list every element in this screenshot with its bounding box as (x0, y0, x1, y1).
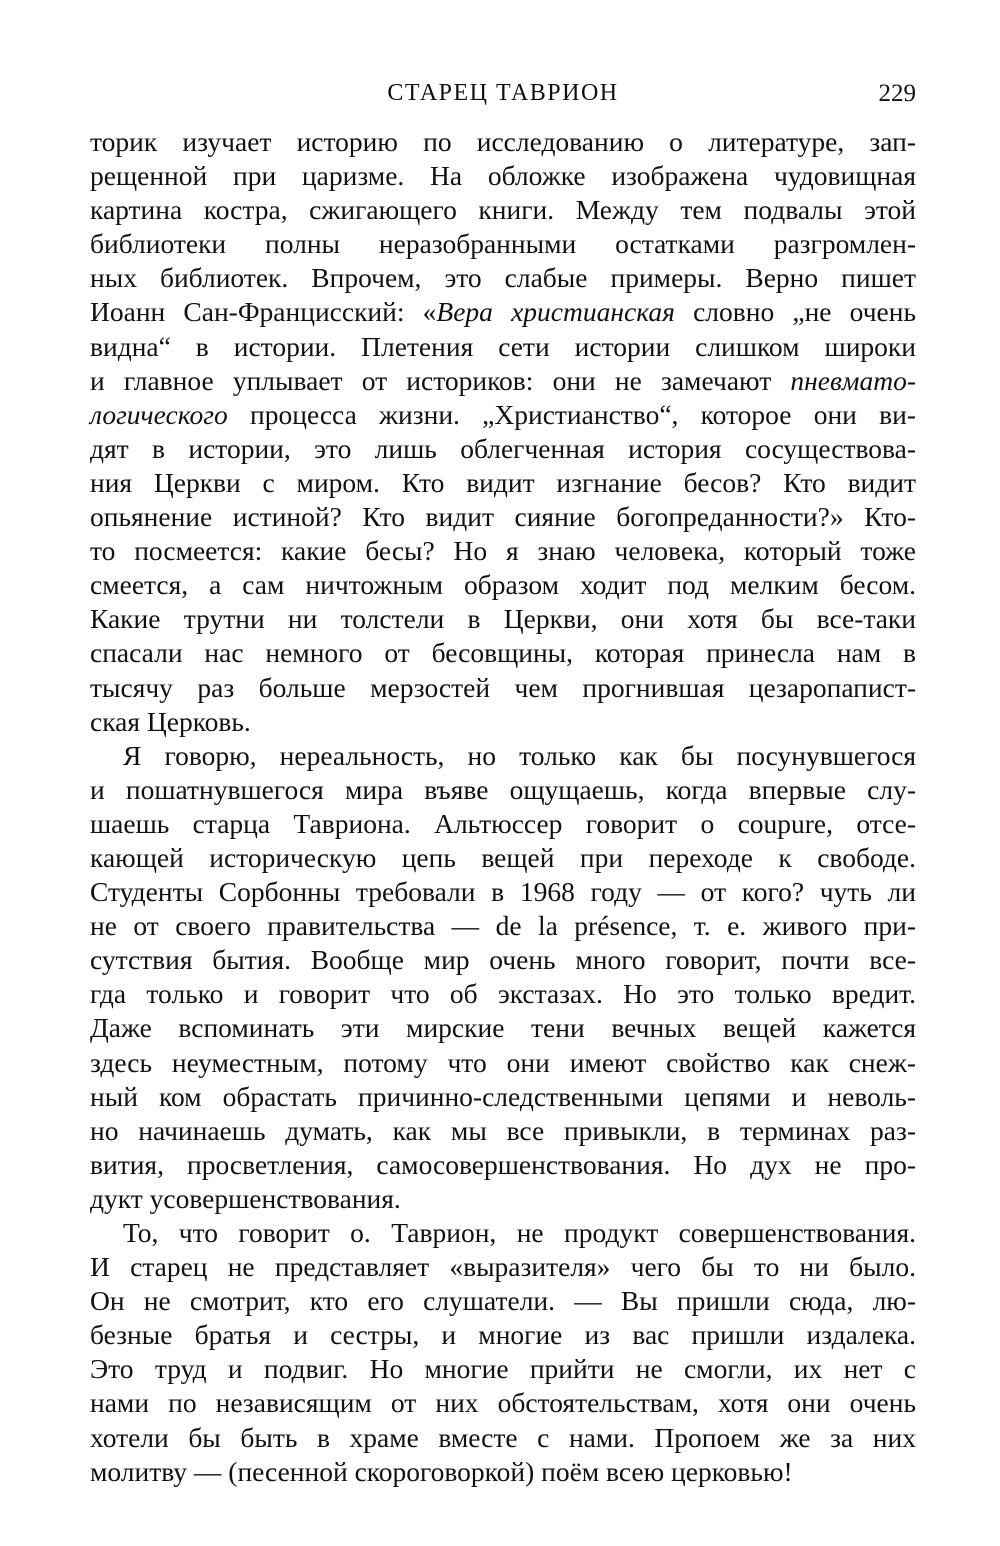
text-line: не от своего правительства — de la présence, т. е. живого при- (90, 910, 916, 942)
italic-phrase: логического (90, 398, 228, 430)
text-line: кающей историческую цепь вещей при переходе к свободе. (90, 841, 916, 873)
paragraph (90, 125, 916, 739)
text-line: смеется, а сам ничтожным образом ходит под мелким бесом. (90, 569, 916, 601)
page-number: 229 (878, 80, 916, 107)
italic-phrase: пневмато- (790, 364, 916, 396)
body-text (90, 125, 916, 1489)
text-line: здесь неуместным, потому что они имеют свойство как снеж- (90, 1046, 916, 1078)
text-line: ный ком обрастать причинно-следственными цепями и неволь- (90, 1080, 916, 1112)
text-line: Это труд и подвиг. Но многие прийти не смогли, их нет с (90, 1353, 916, 1385)
text-line: то посмеется: какие бесы? Но я знаю человека, который тоже (90, 535, 916, 567)
text-line: безные братья и сестры, и многие из вас пришли издалека. (90, 1319, 916, 1351)
text-line: дят в истории, это лишь облегченная история сосуществова- (90, 432, 916, 464)
text-line: гда только и говорит что об экстазах. Но это только вредит. (90, 978, 916, 1010)
paragraph (90, 739, 916, 1216)
text-line: То, что говорит о. Таврион, не продукт совершенствования. (123, 1217, 916, 1248)
text-line: ская Церковь. (90, 705, 251, 737)
text-line: вития, просветления, самосовершенствования. Но дух не про- (90, 1148, 916, 1180)
text-line: нами по независящим от них обстоятельствам, хотя они очень (90, 1387, 916, 1419)
text-line: Иоанн Сан-Францисский: «Вера христианская словно „не очень (90, 296, 916, 328)
text-line: опьянение истиной? Кто видит сияние богопреданности?» Кто- (90, 501, 916, 533)
text-line: библиотеки полны неразобранными остатками разгромлен- (90, 228, 916, 260)
text-line: ния Церкви с миром. Кто видит изгнание бесов? Кто видит (90, 466, 916, 498)
text-line: картина костра, сжигающего книги. Между тем подвалы этой (90, 194, 916, 226)
italic-phrase: Вера христианская (436, 296, 675, 328)
text-line: Он не смотрит, кто его слушатели. — Вы пришли сюда, лю- (90, 1285, 916, 1317)
text-line: но начинаешь думать, как мы все привыкли, в терминах раз- (90, 1114, 916, 1146)
text-line: Студенты Сорбонны требовали в 1968 году — от кого? чуть ли (90, 876, 916, 908)
paragraph (90, 1216, 916, 1489)
text-line: молитву — (песенной скороговоркой) поём всею церковью! (90, 1455, 793, 1487)
text-line: Я говорю, нереальность, но только как бы посунувшегося (123, 739, 916, 771)
text-line: шаешь старца Тавриона. Альтюссер говорит о coupure, отсе- (90, 807, 916, 839)
text-line: видна“ в истории. Плетения сети истории слишком широки (90, 330, 916, 362)
text-line: спасали нас немного от бесовщины, которая принесла нам в (90, 637, 916, 669)
text-line: дукт усовершенствования. (90, 1182, 401, 1214)
text-line: торик изучает историю по исследованию о литературе, зап- (90, 126, 916, 157)
text-line: и пошатнувшегося мира въяве ощущаешь, когда впервые слу- (90, 773, 916, 805)
text-line: рещенной при царизме. На обложке изображена чудовищная (90, 160, 916, 192)
text-line: сутствия бытия. Вообще мир очень много говорит, почти все- (90, 944, 916, 976)
text-line: логического процесса жизни. „Христианство“, которое они ви- (90, 398, 916, 430)
text-line: хотели бы быть в храме вместе с нами. Пропоем же за них (90, 1421, 916, 1453)
text-line: Какие трутни ни толстели в Церкви, они хотя бы все-таки (90, 603, 916, 635)
running-head (90, 76, 916, 110)
text-line: тысячу раз больше мерзостей чем прогнившая цезаропапист- (90, 671, 916, 703)
text-line: Даже вспоминать эти мирские тени вечных вещей кажется (90, 1012, 916, 1044)
text-line: и главное уплывает от историков: они не замечают пневмато- (90, 364, 916, 396)
text-line: ных библиотек. Впрочем, это слабые примеры. Верно пишет (90, 262, 916, 294)
running-title: СТАРЕЦ ТАВРИОН (387, 80, 619, 106)
text-line: И старец не представляет «выразителя» чего бы то ни было. (90, 1251, 916, 1283)
